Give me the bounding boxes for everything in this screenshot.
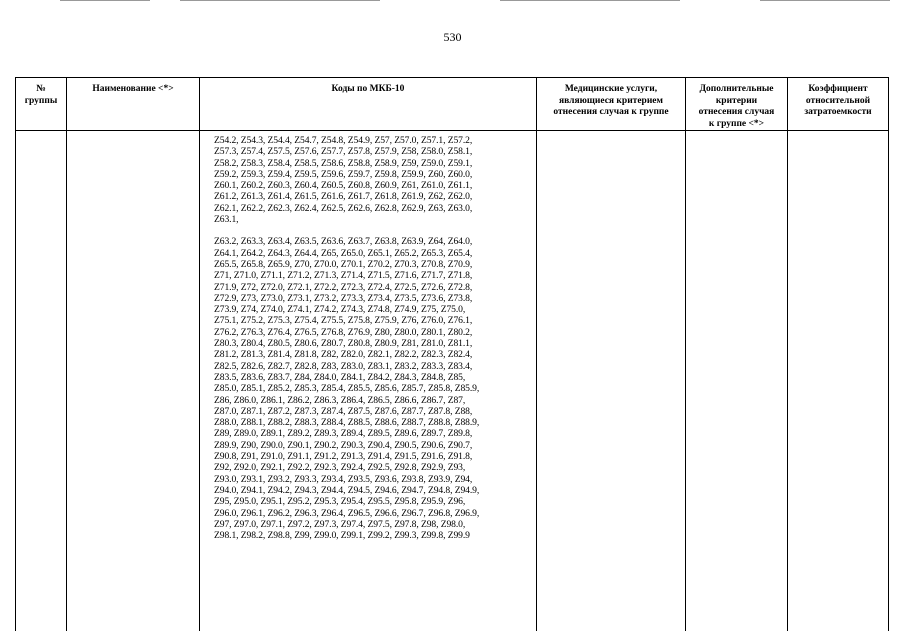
scan-artifact-line bbox=[60, 0, 150, 1]
coefficient-cell bbox=[788, 131, 889, 631]
services-cell bbox=[537, 131, 686, 631]
page-number: 530 bbox=[443, 30, 462, 44]
header-group-no: № группы bbox=[16, 78, 67, 131]
table-row bbox=[16, 131, 889, 631]
header-name: Наименование <*> bbox=[67, 78, 200, 131]
name-cell bbox=[67, 131, 200, 631]
header-coefficient: Коэффициент относительной затратоемкости bbox=[788, 78, 889, 131]
scan-artifact-line bbox=[500, 0, 680, 1]
header-additional: Дополнительные критерии отнесения случая к группе <*> bbox=[686, 78, 788, 131]
header-codes: Коды по МКБ-10 bbox=[200, 78, 537, 131]
codes-block: Z54.2, Z54.3, Z54.4, Z54.7, Z54.8, Z54.9, Z57, Z57.0, Z57.1, Z57.2, Z57.3, Z57.4, Z57.5, Z57.6, Z57.7, Z57.8, Z57.9, Z58, Z58.0, Z58.1, Z58.2, Z58.3, Z58.4, Z58.5, Z58.6, Z58.8, Z58.9, Z59, Z59.0, Z59.1, Z59.2, Z59.3, Z59.4, Z59.5, Z59.6, Z59.7, Z59.8, Z59.9, Z60, Z60.0, Z60.1, Z60.2, Z60.3, Z60.4, Z60.5, Z60.8, Z60.9, Z61, Z61.0, Z61.1, Z61.2, Z61.3, Z61.4, Z61.5, Z61.6, Z61.7, Z61.8, Z61.9, Z62, Z62.0, Z62.1, Z62.2, Z62.3, Z62.4, Z62.5, Z62.6, Z62.8, Z62.9, Z63, Z63.0, Z63.1, bbox=[214, 135, 473, 226]
group-no-cell bbox=[16, 131, 67, 631]
table-header-row bbox=[16, 78, 889, 131]
scan-artifact-line bbox=[180, 0, 380, 1]
icd-codes-table bbox=[15, 77, 889, 631]
codes-block: Z63.2, Z63.3, Z63.4, Z63.5, Z63.6, Z63.7, Z63.8, Z63.9, Z64, Z64.0, Z64.1, Z64.2, Z64.3, Z64.4, Z65, Z65.0, Z65.1, Z65.2, Z65.3, Z65.4, Z65.5, Z65.8, Z65.9, Z70, Z70.0, Z70.1, Z70.2, Z70.3, Z70.8, Z70.9, Z71, Z71.0, Z71.1, Z71.2, Z71.3, Z71.4, Z71.5, Z71.6, Z71.7, Z71.8, Z71.9, Z72, Z72.0, Z72.1, Z72.2, Z72.3, Z72.4, Z72.5, Z72.6, Z72.8, Z72.9, Z73, Z73.0, Z73.1, Z73.2, Z73.3, Z73.4, Z73.5, Z73.6, Z73.8, Z73.9, Z74, Z74.0, Z74.1, Z74.2, Z74.3, Z74.8, Z74.9, Z75, Z75.0, Z75.1, Z75.2, Z75.3, Z75.4, Z75.5, Z75.8, Z75.9, Z76, Z76.0, Z76.1, Z76.2, Z76.3, Z76.4, Z76.5, Z76.8, Z76.9, Z80, Z80.0, Z80.1, Z80.2, Z80.3, Z80.4, Z80.5, Z80.6, Z80.7, Z80.8, Z80.9, Z81, Z81.0, Z81.1, Z81.2, Z81.3, Z81.4, Z81.8, Z82, Z82.0, Z82.1, Z82.2, Z82.3, Z82.4, Z82.5, Z82.6, Z82.7, Z82.8, Z83, Z83.0, Z83.1, Z83.2, Z83.3, Z83.4, Z83.5, Z83.6, Z83.7, Z84, Z84.0, Z84.1, Z84.2, Z84.3, Z84.8, Z85, Z85.0, Z85.1, Z85.2, Z85.3, Z85.4, Z85.5, Z85.6, Z85.7, Z85.8, Z85.9, Z86, Z86.0, Z86.1, Z86.2, Z86.3, Z86.4, Z86.5, Z86.6, Z86.7, Z87, Z87.0, Z87.1, Z87.2, Z87.3, Z87.4, Z87.5, Z87.6, Z87.7, Z87.8, Z88, Z88.0, Z88.1, Z88.2, Z88.3, Z88.4, Z88.5, Z88.6, Z88.7, Z88.8, Z88.9, Z89, Z89.0, Z89.1, Z89.2, Z89.3, Z89.4, Z89.5, Z89.6, Z89.7, Z89.8, Z89.9, Z90, Z90.0, Z90.1, Z90.2, Z90.3, Z90.4, Z90.5, Z90.6, Z90.7, Z90.8, Z91, Z91.0, Z91.1, Z91.2, Z91.3, Z91.4, Z91.5, Z91.6, Z91.8, Z92, Z92.0, Z92.1, Z92.2, Z92.3, Z92.4, Z92.5, Z92.8, Z92.9, Z93, Z93.0, Z93.1, Z93.2, Z93.3, Z93.4, Z93.5, Z93.6, Z93.8, Z93.9, Z94, Z94.0, Z94.1, Z94.2, Z94.3, Z94.4, Z94.5, Z94.6, Z94.7, Z94.8, Z94.9, Z95, Z95.0, Z95.1, Z95.2, Z95.3, Z95.4, Z95.5, Z95.8, Z95.9, Z96, Z96.0, Z96.1, Z96.2, Z96.3, Z96.4, Z96.5, Z96.6, Z96.7, Z96.8, Z96.9, Z97, Z97.0, Z97.1, Z97.2, Z97.3, Z97.4, Z97.5, Z97.8, Z98, Z98.0, Z98.1, Z98.2, Z98.8, Z99, Z99.0, Z99.1, Z99.2, Z99.3, Z99.8, Z99.9 bbox=[214, 236, 480, 542]
scan-artifact-line bbox=[760, 0, 890, 1]
additional-cell bbox=[686, 131, 788, 631]
codes-cell bbox=[200, 131, 537, 631]
header-services: Медицинские услуги, являющиеся критерием отнесения случая к группе bbox=[537, 78, 686, 131]
